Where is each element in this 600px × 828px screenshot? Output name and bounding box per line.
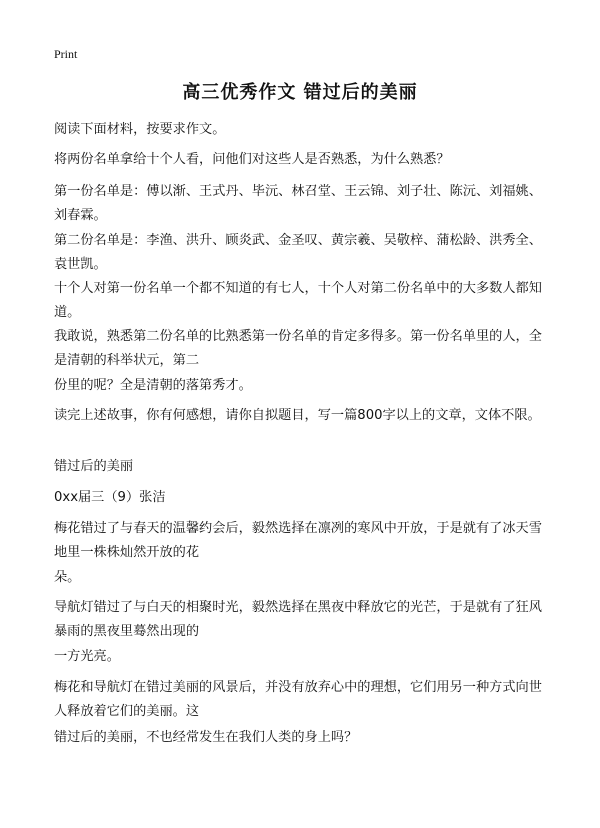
paragraph-list-one: 第一份名单是：傅以渐、王式丹、毕沅、林召堂、王云锦、刘子壮、陈沅、刘福姚、刘春霖。 <box>54 184 542 223</box>
essay-title: 错过后的美丽 <box>54 459 134 474</box>
paragraph-plum-blossom: 梅花错过了与春天的温馨约会后，毅然选择在凛冽的寒风中开放，于是就有了冰天雪地里一株株灿然开放的花 <box>54 521 542 560</box>
essay-author: 0xx届三（9）张洁 <box>54 490 166 505</box>
paragraph-closing: 错过后的美丽，不也经常发生在我们人类的身上吗？ <box>54 730 358 745</box>
paragraph-comparison-cont: 份里的呢？全是清朝的落第秀才。 <box>54 378 252 393</box>
paragraph-list-two: 第二份名单是：李渔、洪升、顾炎武、金圣叹、黄宗羲、吴敬梓、蒲松龄、洪秀全、袁世凯。 <box>54 233 542 272</box>
paragraph-question: 将两份名单拿给十个人看，问他们对这些人是否熟悉，为什么熟悉？ <box>54 152 450 167</box>
paragraph-missed-scenery: 梅花和导航灯在错过美丽的风景后，并没有放弃心中的理想，它们用另一种方式向世人释放着它们的美丽。这 <box>54 680 542 719</box>
paragraph-task: 读完上述故事，你有何感想，请你自拟题目，写一篇800字以上的文章，文体不限。 <box>54 408 541 423</box>
paragraph-plum-blossom-cont: 朵。 <box>54 570 81 585</box>
document-title: 高三优秀作文 错过后的美丽 <box>182 82 418 103</box>
paragraph-comparison: 我敢说，熟悉第二份名单的比熟悉第一份名单的肯定多得多。第一份名单里的人，全是清朝的科举状元，第二 <box>54 329 542 368</box>
paragraph-beacon: 导航灯错过了与白天的相聚时光，毅然选择在黑夜中释放它的光芒，于是就有了狂风暴雨的黑夜里蓦然出现的 <box>54 600 542 639</box>
paragraph-survey-result: 十个人对第一份名单一个都不知道的有七人，十个人对第二份名单中的大多数人都知道。 <box>54 281 542 320</box>
paragraph-instruction: 阅读下面材料，按要求作文。 <box>54 122 226 137</box>
print-label: Print <box>54 47 78 61</box>
paragraph-beacon-cont: 一方光亮。 <box>54 649 120 664</box>
